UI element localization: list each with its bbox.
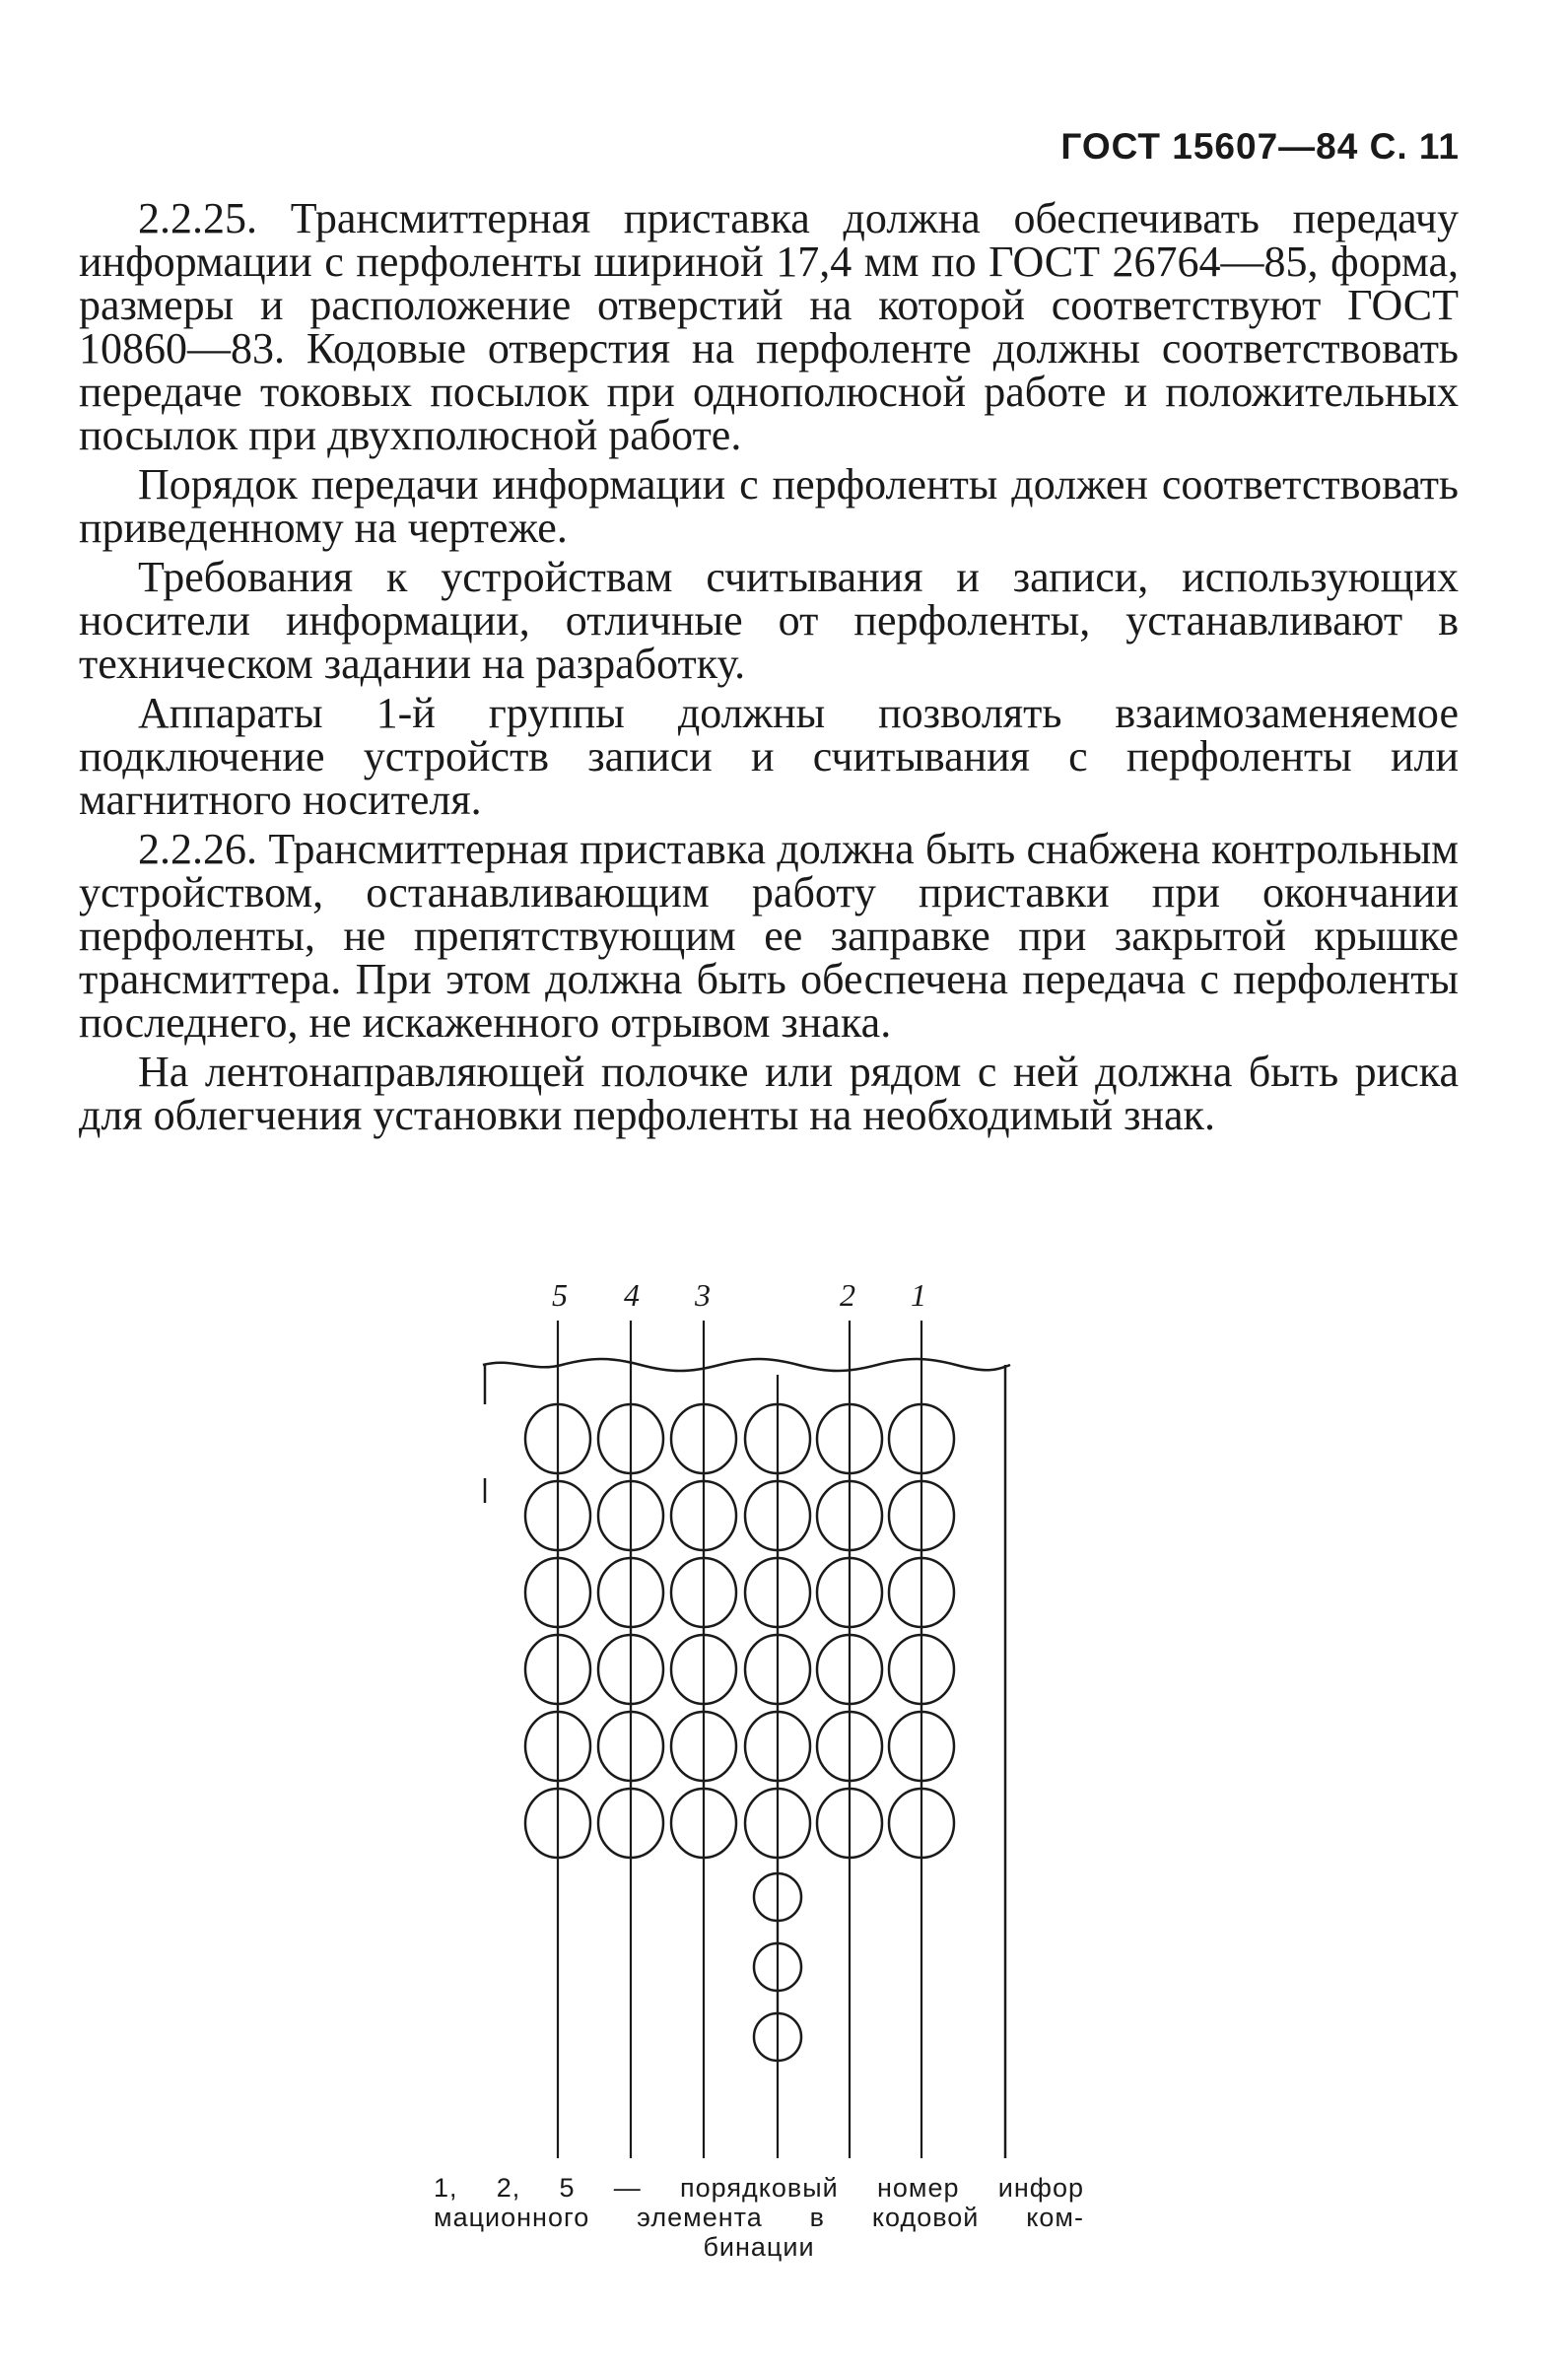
caption-line-2: мационного элемента в кодовой ком- [434,2203,1084,2232]
paragraph-reader-requirements: Требования к устройствам считывания и записи, использующих носители информации, отличные от перфоленты, устанавливают в техническом задании на разработку. [79,553,1459,688]
running-header: ГОСТ 15607—84 С. 11 [1060,126,1460,167]
column-label-2: 2 [840,1277,855,1313]
caption-line-1: 1, 2, 5 — порядковый номер инфор [434,2173,1084,2203]
paragraph-2-2-26: 2.2.26. Трансмиттерная приставка должна быть снабжена контрольным устройством, останавливающим работу приставки при окончании перфоленты, не препятствующим ее заправке при закрытой крышке трансмиттера. При этом должна быть обеспечена передача с перфоленты последнего, не искаженного отрывом знака. [79,825,1459,1047]
column-label-4: 4 [624,1277,640,1313]
punched-tape-figure [0,1266,1568,2183]
punched-tape-drawing [0,1266,1568,2183]
column-label-5: 5 [552,1277,568,1313]
paragraph-2-2-25: 2.2.25. Трансмиттерная приставка должна обеспечивать передачу информации с перфоленты шириной 17,4 мм по ГОСТ 26764—85, форма, размеры и расположение отверстий на которой соответствуют ГОСТ 10860—83. Кодовые отверстия на перфоленте должны соответствовать передаче токовых посылок при однополюсной работе и положительных посылок при двухполюсной работе. [79,194,1459,459]
figure-caption [434,2173,1084,2262]
paragraph-tape-guide-mark: На лентонаправляющей полочке или рядом с ней должна быть риска для облегчения установки перфоленты на необходимый знак. [79,1048,1459,1139]
paragraph-transfer-order: Порядок передачи информации с перфоленты должен соответствовать приведенному на чертеже. [79,460,1459,552]
hole-grid [525,1404,954,2061]
paragraph-group-1-devices: Аппараты 1-й группы должны позволять взаимозаменяемое подключение устройств записи и считывания с перфоленты или магнитного носителя. [79,689,1459,824]
document-body [79,194,1459,1143]
column-label-3: 3 [695,1277,711,1313]
caption-line-3: бинации [703,2232,815,2262]
tape-torn-edge [483,1359,1010,1371]
column-label-1: 1 [911,1277,926,1313]
